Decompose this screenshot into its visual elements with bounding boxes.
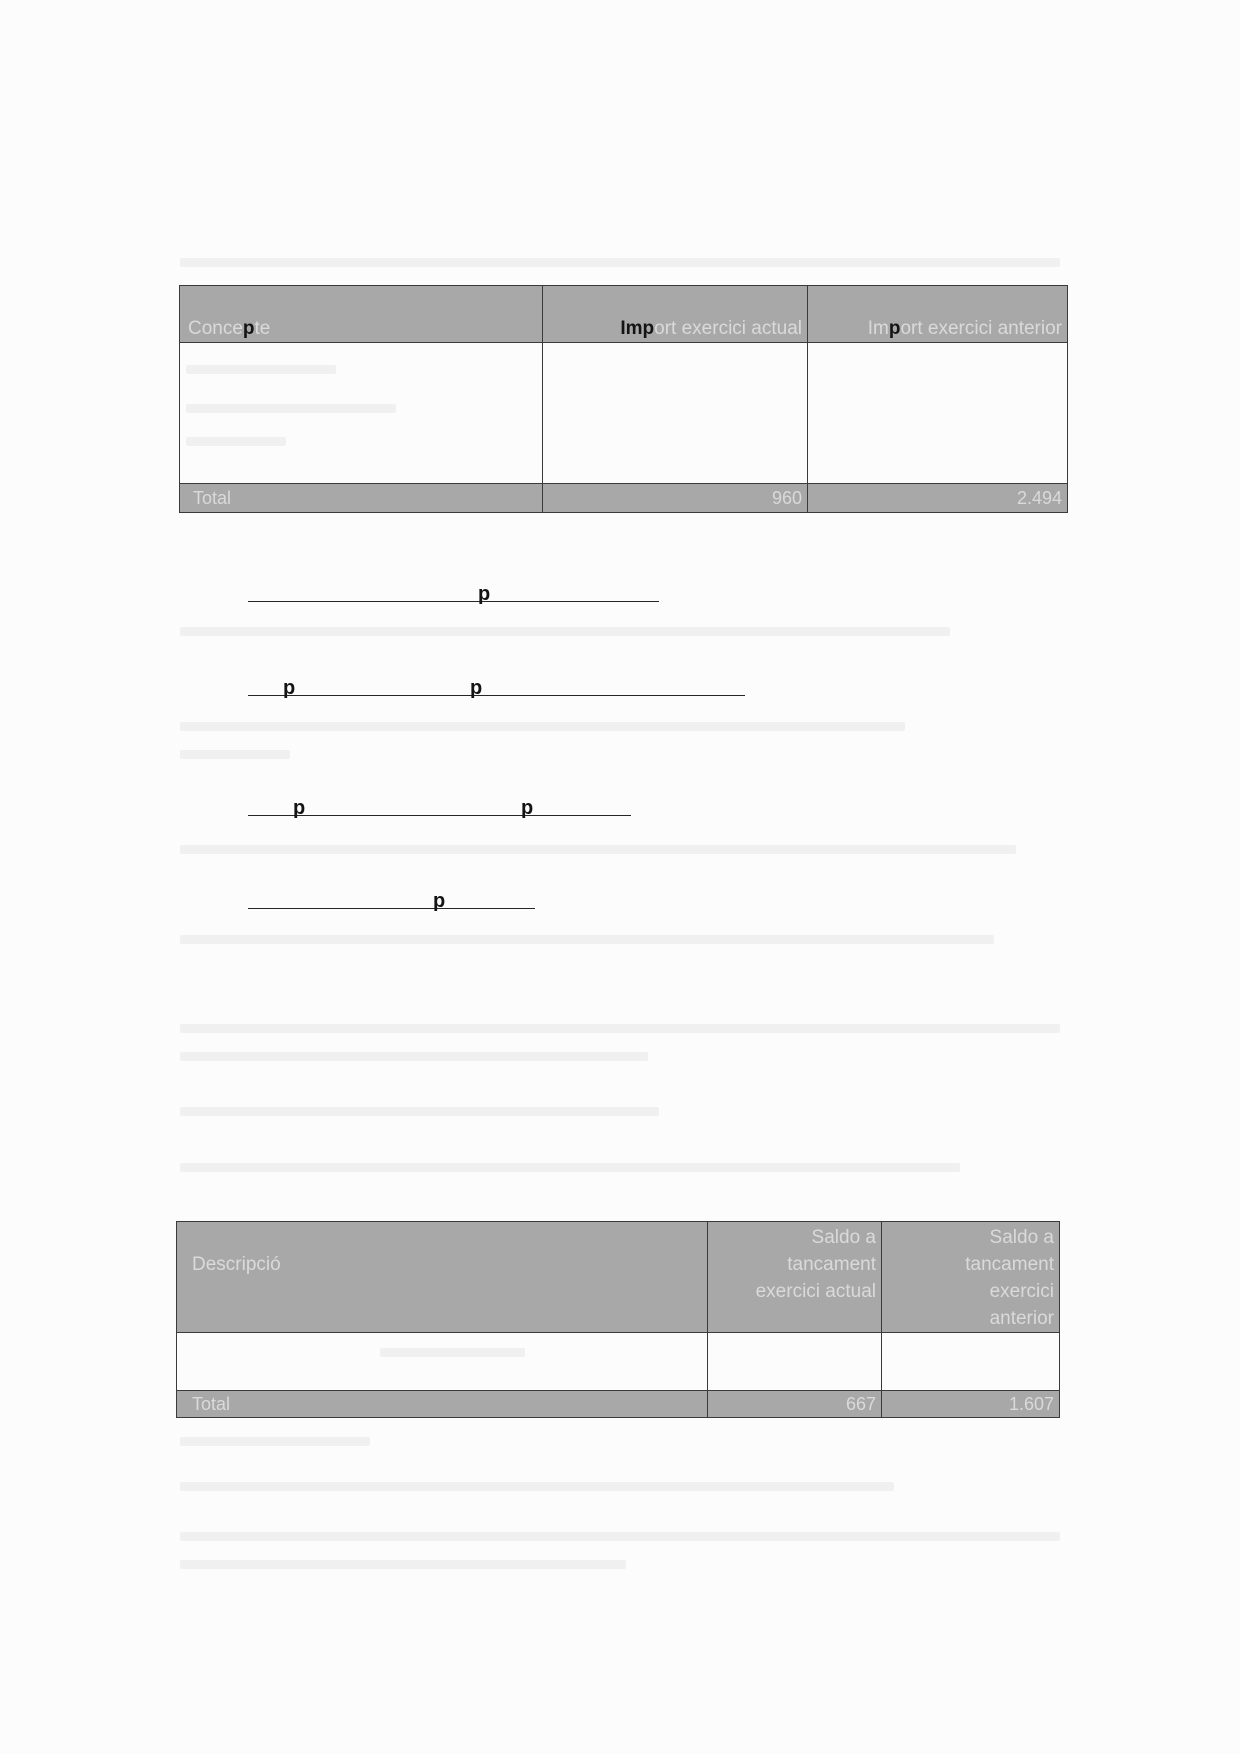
header-line: tancament xyxy=(787,1254,876,1275)
header-line: tancament xyxy=(965,1254,1054,1275)
table-cell xyxy=(808,343,1068,484)
column-header-current-year xyxy=(543,286,808,343)
faded-text-line xyxy=(180,258,1060,267)
table-cell xyxy=(177,1333,708,1391)
table-cell xyxy=(543,343,808,484)
header-line: anterior xyxy=(989,1308,1054,1329)
header-text-faded: te xyxy=(254,318,271,339)
heading-underline xyxy=(248,695,745,696)
column-header-previous-year xyxy=(808,286,1068,343)
heading-ink-mark: p xyxy=(521,797,534,819)
header-text-faded: ort exercici actual xyxy=(654,318,802,339)
faded-text-line xyxy=(180,935,994,944)
column-header-closing-balance-current xyxy=(708,1222,882,1333)
concepts-table xyxy=(179,285,1068,513)
table-header-row xyxy=(177,1222,1060,1333)
table-cell xyxy=(180,343,543,484)
faded-text-line xyxy=(180,845,1016,854)
faded-text-line xyxy=(180,1163,960,1172)
faded-text-line xyxy=(180,1560,626,1569)
header-text-ink: p xyxy=(242,318,255,339)
table-cell xyxy=(708,1333,882,1391)
total-label: Total xyxy=(177,1391,708,1418)
header-text-ink: p xyxy=(888,318,901,339)
faded-text-line xyxy=(180,1532,1060,1541)
heading-underline xyxy=(248,601,659,602)
column-header-description: Descripció xyxy=(177,1222,708,1333)
header-text-ink: Imp xyxy=(620,318,655,339)
heading-ink-mark: p xyxy=(478,583,491,605)
header-line: exercici xyxy=(989,1281,1054,1302)
table-body-row xyxy=(177,1333,1060,1391)
faded-text-line xyxy=(180,1107,659,1116)
faded-text-line xyxy=(180,1482,894,1491)
column-header-concept xyxy=(180,286,543,343)
table-total-row xyxy=(180,484,1068,513)
faded-text-line xyxy=(180,1024,1060,1033)
balances-table xyxy=(176,1221,1060,1418)
total-previous-year: 2.494 xyxy=(808,484,1068,513)
table-body-row xyxy=(180,343,1068,484)
table-cell xyxy=(882,1333,1060,1391)
faded-text-line xyxy=(180,627,950,636)
header-line: Saldo a xyxy=(811,1227,876,1248)
header-text-faded: Im xyxy=(867,318,889,339)
header-text-faded: Conce xyxy=(188,318,243,339)
heading-ink-mark: p xyxy=(433,890,446,912)
heading-ink-mark: p xyxy=(293,797,306,819)
header-line: exercici actual xyxy=(755,1281,876,1302)
total-current-year: 667 xyxy=(708,1391,882,1418)
faded-text-line xyxy=(180,722,905,731)
table-total-row xyxy=(177,1391,1060,1418)
header-line: Saldo a xyxy=(989,1227,1054,1248)
faded-text-line xyxy=(180,750,290,759)
heading-ink-mark: p xyxy=(283,677,296,699)
total-previous-year: 1.607 xyxy=(882,1391,1060,1418)
heading-underline xyxy=(248,908,535,909)
heading-ink-mark: p xyxy=(470,677,483,699)
faded-text-line xyxy=(180,1052,648,1061)
column-header-closing-balance-previous xyxy=(882,1222,1060,1333)
total-label: Total xyxy=(180,484,543,513)
header-text-faded: ort exercici anterior xyxy=(900,318,1062,339)
table-header-row xyxy=(180,286,1068,343)
faded-text-line xyxy=(380,1348,525,1357)
heading-underline xyxy=(248,815,631,816)
total-current-year: 960 xyxy=(543,484,808,513)
faded-text-line xyxy=(180,1437,370,1446)
